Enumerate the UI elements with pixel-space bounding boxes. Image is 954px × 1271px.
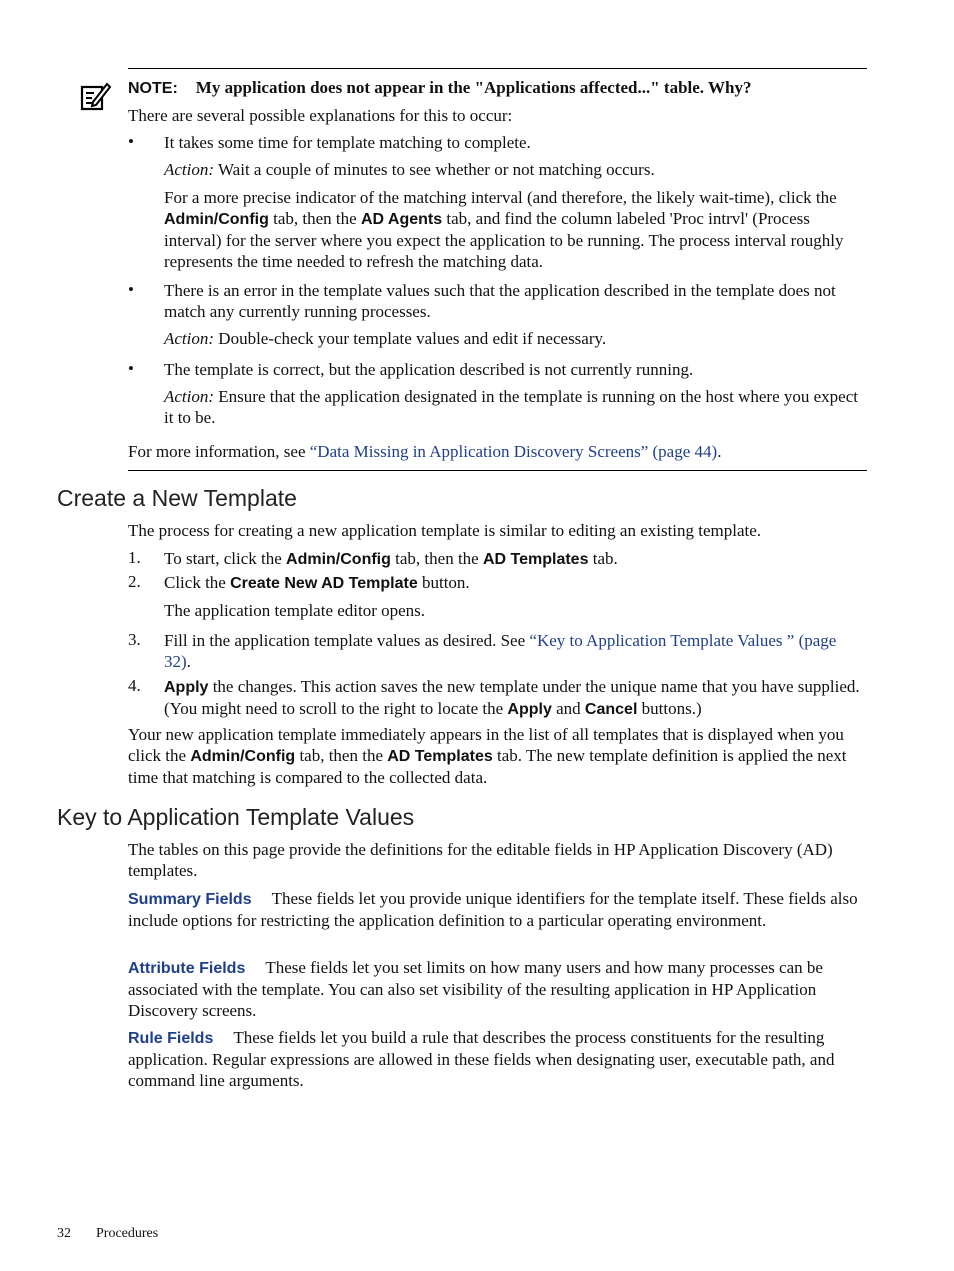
detail-text: tab, then the xyxy=(268,209,361,228)
key-to-values-link[interactable]: “Key to Application Template Values ” (page 32) xyxy=(164,631,837,671)
step-3-text xyxy=(164,630,867,672)
note-heading xyxy=(128,77,867,99)
attribute-fields-para xyxy=(128,957,869,1021)
summary-fields-para xyxy=(128,888,867,931)
step-number: 2. xyxy=(128,572,141,591)
note-bottom-rule xyxy=(128,470,867,471)
bullet-3-text: The template is correct, but the application described is not currently running. xyxy=(164,360,694,379)
action-label: Action: xyxy=(164,329,215,348)
bullet-2-text: There is an error in the template values such that the application described in the template does not match any currently running processes. xyxy=(164,281,836,321)
closing-text: Your new application template immediately appears in the list of all templates that is displayed when you click the xyxy=(128,725,844,765)
step-4-text xyxy=(164,676,869,720)
note-top-rule xyxy=(128,68,867,69)
step-text: the changes. This action saves the new template under the unique name that you have supplied. (You might need to scroll to the right to locate the xyxy=(164,677,860,718)
more-info-text: For more information, see xyxy=(128,442,310,461)
bullet-3-glyph: • xyxy=(128,359,134,378)
ad-templates-tab-ref: AD Templates xyxy=(387,748,493,765)
step-text: . xyxy=(186,652,191,671)
footer-section-name: Procedures xyxy=(96,1226,159,1241)
bullet-2-glyph: • xyxy=(128,280,134,299)
note-more-info xyxy=(128,441,867,462)
action-text: Ensure that the application designated in the template is running on the host where you expect it to be. xyxy=(164,387,858,427)
section1-intro: The process for creating a new application template is similar to editing an existing template. xyxy=(128,521,762,540)
section-heading-key-to-values: Key to Application Template Values xyxy=(57,804,415,830)
rule-fields-para xyxy=(128,1027,867,1091)
note-title: My application does not appear in the "Applications affected..." table. Why? xyxy=(195,78,752,97)
note-label: NOTE: xyxy=(128,80,178,97)
admin-config-tab-ref: Admin/Config xyxy=(164,211,269,228)
bullet-1-text: It takes some time for template matching to complete. xyxy=(164,133,531,152)
action-label: Action: xyxy=(164,160,215,179)
step-number: 3. xyxy=(128,630,141,649)
summary-fields-text: These fields let you provide unique identifiers for the template itself. These fields also include options for restricting the application definition to a particular operating environment. xyxy=(128,889,858,930)
step-2-text xyxy=(164,572,867,594)
step-text: Fill in the application template values as desired. See xyxy=(164,631,530,650)
page-number: 32 xyxy=(57,1226,71,1241)
detail-text: For a more precise indicator of the matching interval (and therefore, the likely wait-time), click the xyxy=(164,188,837,207)
step-number: 1. xyxy=(128,548,141,567)
detail-text: tab, and find the column labeled 'Proc intrvl' (Process interval) for the server where you expect the application to be running. The process interval roughly represents the time needed to refresh the matching data. xyxy=(164,209,844,271)
bullet-1-detail xyxy=(164,187,867,272)
bullet-3-action xyxy=(164,386,867,428)
step-2-sub: The application template editor opens. xyxy=(164,601,426,620)
section2-intro: The tables on this page provide the definitions for the editable fields in HP Application Discovery (AD) templates. xyxy=(128,840,833,880)
note-pencil-icon xyxy=(80,80,112,112)
create-new-template-button-ref: Create New AD Template xyxy=(230,575,418,592)
action-label: Action: xyxy=(164,387,215,406)
section1-closing xyxy=(128,724,869,788)
rule-fields-label: Rule Fields xyxy=(128,1030,214,1047)
rule-fields-text: These fields let you build a rule that describes the process constituents for the resulting application. Regular expressions are allowed in these fields when designating user, executable path, and command line arguments. xyxy=(128,1028,835,1090)
admin-config-tab-ref: Admin/Config xyxy=(190,748,296,765)
step-text: Click the xyxy=(164,573,231,592)
step-text: buttons.) xyxy=(637,699,702,718)
ad-templates-tab-ref: AD Templates xyxy=(482,551,589,568)
action-text: Double-check your template values and edit if necessary. xyxy=(214,329,607,348)
step-text: tab. xyxy=(588,549,618,568)
closing-text: tab. The new template definition is applied the next time that matching is compared to the collected data. xyxy=(128,746,847,787)
bullet-1-glyph: • xyxy=(128,132,134,151)
step-text: To start, click the xyxy=(164,549,287,568)
ad-agents-tab-ref: AD Agents xyxy=(360,211,443,228)
action-text: Wait a couple of minutes to see whether or not matching occurs. xyxy=(214,160,655,179)
step-text: tab, then the xyxy=(390,549,483,568)
attribute-fields-label: Attribute Fields xyxy=(128,960,246,977)
data-missing-link[interactable]: “Data Missing in Application Discovery Screens” (page 44) xyxy=(309,442,718,461)
bullet-2-action xyxy=(164,328,867,349)
step-number: 4. xyxy=(128,676,141,695)
apply-ref: Apply xyxy=(507,701,552,718)
summary-fields-label: Summary Fields xyxy=(128,891,252,908)
admin-config-tab-ref: Admin/Config xyxy=(286,551,391,568)
closing-text: tab, then the xyxy=(295,746,388,765)
note-intro: There are several possible explanations for this to occur: xyxy=(128,106,513,125)
step-1-text xyxy=(164,548,867,570)
step-text: and xyxy=(551,699,585,718)
more-info-text: . xyxy=(717,442,722,461)
apply-ref: Apply xyxy=(164,679,209,696)
section-heading-create-template: Create a New Template xyxy=(57,485,297,511)
cancel-ref: Cancel xyxy=(584,701,638,718)
bullet-1-action xyxy=(164,159,867,180)
step-text: button. xyxy=(417,573,470,592)
attribute-fields-text: These fields let you set limits on how many users and how many processes can be associated with the template. You can also set visibility of the resulting application in HP Application Discovery screens. xyxy=(128,958,823,1020)
